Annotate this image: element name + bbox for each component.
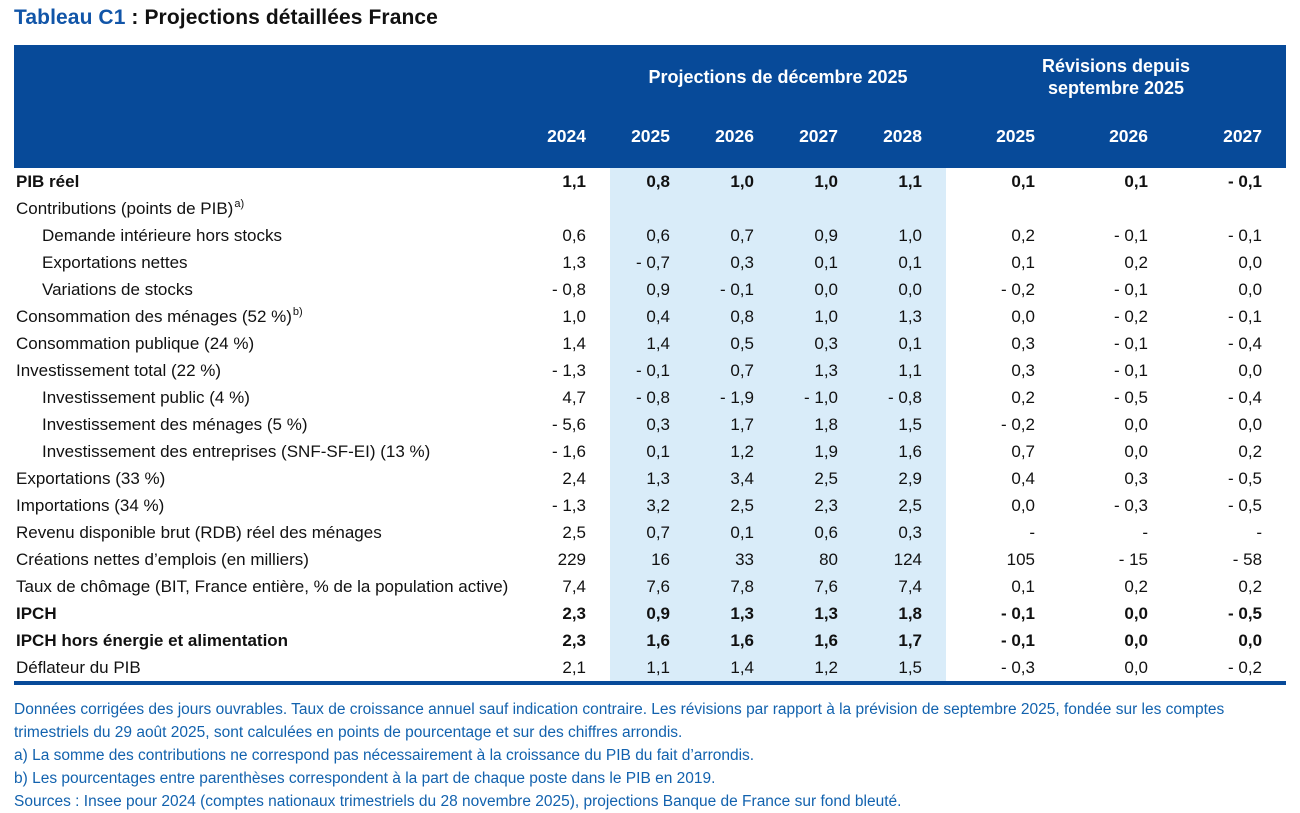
cell-value: 2,3: [562, 604, 586, 623]
cell-value: - 1,9: [694, 384, 778, 411]
row-label: [14, 465, 534, 492]
cell-value: 0,3: [610, 411, 694, 438]
cell-value: 1,9: [778, 438, 862, 465]
empty-header-cell: [534, 45, 610, 111]
table-row: [14, 384, 1286, 411]
row-label: [14, 222, 534, 249]
cell-value: 0,1: [1124, 172, 1148, 191]
cell-value: - 0,7: [610, 249, 694, 276]
row-label: [14, 411, 534, 438]
cell-value: 1,0: [562, 307, 586, 326]
cell-value: [1172, 195, 1286, 222]
cell-value: 1,5: [862, 411, 946, 438]
row-label: [14, 168, 534, 195]
cell-value: - 0,1: [1113, 280, 1148, 299]
cell-value: 1,1: [862, 168, 946, 195]
cell-value: 7,4: [562, 577, 586, 596]
row-label: [14, 303, 534, 330]
cell-value: 1,7: [862, 627, 946, 654]
cell-value: 0,2: [1124, 253, 1148, 272]
cell-value: 1,1: [562, 172, 586, 191]
cell-value: 0,4: [1011, 469, 1035, 488]
cell-value: - 5,6: [551, 415, 586, 434]
cell-value: 1,0: [778, 168, 862, 195]
note-general: Données corrigées des jours ouvrables. Taux de croissance annuel sauf indication contraire. Les révisions par rapport à la prévision de septembre 2025, fondée sur les comptes trimestriels du 29 août 2025, sont calculées en points de pourcentage et sur des chiffres arrondis.: [14, 701, 1225, 741]
cell-value: 0,0: [1238, 280, 1263, 299]
footnote-marker: a): [234, 198, 245, 211]
row-label-text: Investissement des entreprises (SNF-SF-EI) (13 %): [42, 442, 431, 461]
row-label: [14, 249, 534, 276]
cell-value: 0,0: [1124, 604, 1148, 623]
cell-value: 0,2: [1011, 388, 1035, 407]
cell-value: 2,5: [562, 523, 586, 542]
year-header-revision-2025: 2025: [946, 111, 1059, 168]
cell-value: - 0,8: [862, 384, 946, 411]
cell-value: - 0,5: [1228, 469, 1263, 488]
cell-value: 1,3: [778, 357, 862, 384]
cell-value: 0,0: [1124, 631, 1148, 650]
note-sources: Sources : Insee pour 2024 (comptes nationaux trimestriels du 28 novembre 2025), projections Banque de France sur fond bleuté.: [14, 793, 902, 810]
cell-value: 3,2: [610, 492, 694, 519]
cell-value: 2,5: [862, 492, 946, 519]
cell-value: 229: [557, 550, 586, 569]
row-label-text: Déflateur du PIB: [16, 658, 141, 677]
cell-value: 1,4: [610, 330, 694, 357]
row-label-text: Consommation publique (24 %): [16, 334, 255, 353]
cell-value: - 1,0: [778, 384, 862, 411]
cell-value: 1,6: [862, 438, 946, 465]
cell-value: 0,0: [862, 276, 946, 303]
empty-header-cell: [14, 45, 534, 111]
year-header-revision-2027: 2027: [1172, 111, 1286, 168]
row-label: [14, 276, 534, 303]
cell-value: [534, 195, 610, 222]
cell-value: - 0,5: [1228, 604, 1263, 623]
table-row: [14, 519, 1286, 546]
cell-value: - 0,1: [1113, 361, 1148, 380]
table-row: [14, 222, 1286, 249]
cell-value: 0,1: [862, 330, 946, 357]
cell-value: 124: [862, 546, 946, 573]
cell-value: 1,0: [778, 303, 862, 330]
row-label-text: Exportations nettes: [42, 253, 188, 272]
row-label-text: Investissement public (4 %): [42, 388, 250, 407]
cell-value: 3,4: [694, 465, 778, 492]
cell-value: - 0,1: [1113, 334, 1148, 353]
cell-value: 80: [778, 546, 862, 573]
footnotes: [14, 698, 1286, 813]
cell-value: 1,1: [862, 357, 946, 384]
cell-value: 1,3: [862, 303, 946, 330]
cell-value: 16: [610, 546, 694, 573]
cell-value: 0,1: [1011, 172, 1035, 191]
cell-value: 1,6: [610, 627, 694, 654]
cell-value: 0,0: [1124, 658, 1148, 677]
cell-value: 1,3: [562, 253, 586, 272]
year-header-2025: 2025: [610, 111, 694, 168]
cell-value: 2,4: [562, 469, 586, 488]
cell-value: 0,3: [694, 249, 778, 276]
cell-value: 1,0: [694, 168, 778, 195]
cell-value: - 0,1: [610, 357, 694, 384]
cell-value: 1,5: [862, 654, 946, 683]
cell-value: 0,6: [778, 519, 862, 546]
row-label: [14, 438, 534, 465]
note-a: a) La somme des contributions ne correspond pas nécessairement à la croissance du PIB du fait d’arrondis.: [14, 747, 755, 764]
group-header-revisions: [946, 45, 1286, 111]
cell-value: - 0,5: [1113, 388, 1148, 407]
cell-value: 1,4: [694, 654, 778, 683]
title-text: : Projections détaillées France: [125, 6, 438, 29]
cell-value: 0,4: [610, 303, 694, 330]
cell-value: 105: [1006, 550, 1035, 569]
cell-value: 1,2: [778, 654, 862, 683]
table-row: [14, 438, 1286, 465]
group-header-row: [14, 45, 1286, 111]
cell-value: 1,3: [610, 465, 694, 492]
table-row: [14, 168, 1286, 195]
cell-value: 0,3: [1124, 469, 1148, 488]
row-label-text: Importations (34 %): [16, 496, 165, 515]
cell-value: 1,6: [778, 627, 862, 654]
page-title: [14, 6, 1286, 30]
cell-value: -: [1256, 523, 1263, 542]
year-header-2024: 2024: [534, 111, 610, 168]
table-row: [14, 357, 1286, 384]
row-label: [14, 357, 534, 384]
group-header-revisions-label: Révisions depuis septembre 2025: [1041, 56, 1191, 98]
cell-value: 0,6: [562, 226, 586, 245]
cell-value: - 0,4: [1228, 388, 1263, 407]
cell-value: 0,9: [778, 222, 862, 249]
cell-value: - 0,1: [1228, 226, 1263, 245]
cell-value: - 1,3: [551, 361, 586, 380]
row-label: [14, 384, 534, 411]
cell-value: - 58: [1232, 550, 1263, 569]
cell-value: 2,3: [778, 492, 862, 519]
row-label-text: Revenu disponible brut (RDB) réel des ménages: [16, 523, 382, 542]
row-label-text: IPCH hors énergie et alimentation: [16, 631, 289, 650]
table-row: [14, 573, 1286, 600]
cell-value: 0,2: [1124, 577, 1148, 596]
cell-value: 0,1: [862, 249, 946, 276]
row-label: [14, 492, 534, 519]
cell-value: 1,0: [862, 222, 946, 249]
cell-value: 0,1: [694, 519, 778, 546]
cell-value: [1059, 195, 1172, 222]
cell-value: 33: [694, 546, 778, 573]
cell-value: - 0,8: [610, 384, 694, 411]
row-label: [14, 195, 534, 222]
cell-value: - 0,2: [1000, 415, 1035, 434]
row-label: [14, 330, 534, 357]
cell-value: 1,8: [862, 600, 946, 627]
row-label: [14, 573, 534, 600]
note-b: b) Les pourcentages entre parenthèses correspondent à la part de chaque poste dans le PIB en 2019.: [14, 770, 716, 787]
table-row: [14, 627, 1286, 654]
cell-value: 0,0: [1238, 253, 1263, 272]
cell-value: 0,1: [1011, 253, 1035, 272]
table-row: [14, 195, 1286, 222]
cell-value: 2,5: [778, 465, 862, 492]
row-label: [14, 627, 534, 654]
cell-value: -: [1142, 523, 1148, 542]
cell-value: 1,7: [694, 411, 778, 438]
row-label: [14, 519, 534, 546]
row-label-text: PIB réel: [16, 172, 80, 191]
empty-header-cell: [14, 111, 534, 168]
cell-value: 2,5: [694, 492, 778, 519]
row-label-text: Variations de stocks: [42, 280, 193, 299]
cell-value: - 0,1: [1000, 631, 1035, 650]
cell-value: - 0,1: [694, 276, 778, 303]
cell-value: - 0,1: [1000, 604, 1035, 623]
group-header-projections-label: Projections de décembre 2025: [648, 67, 908, 88]
cell-value: - 0,4: [1228, 334, 1263, 353]
cell-value: 2,3: [562, 631, 586, 650]
table-row: [14, 303, 1286, 330]
cell-value: [610, 195, 694, 222]
row-label-text: Taux de chômage (BIT, France entière, % de la population active): [16, 577, 509, 596]
cell-value: 1,8: [778, 411, 862, 438]
cell-value: - 0,8: [551, 280, 586, 299]
cell-value: - 0,3: [1000, 658, 1035, 677]
cell-value: - 0,1: [1228, 307, 1263, 326]
cell-value: - 0,2: [1113, 307, 1148, 326]
cell-value: 0,0: [1124, 442, 1148, 461]
table-row: [14, 492, 1286, 519]
year-header-revision-2026: 2026: [1059, 111, 1172, 168]
year-header-2026: 2026: [694, 111, 778, 168]
table-header: [14, 45, 1286, 168]
cell-value: 2,1: [562, 658, 586, 677]
row-label: [14, 654, 534, 683]
cell-value: [778, 195, 862, 222]
cell-value: 7,6: [778, 573, 862, 600]
cell-value: 0,6: [610, 222, 694, 249]
cell-value: [862, 195, 946, 222]
cell-value: [946, 195, 1059, 222]
cell-value: 0,2: [1011, 226, 1035, 245]
cell-value: 0,3: [778, 330, 862, 357]
year-header-2028: 2028: [862, 111, 946, 168]
cell-value: 7,4: [862, 573, 946, 600]
table-row: [14, 276, 1286, 303]
cell-value: 0,0: [1011, 496, 1035, 515]
table-row: [14, 600, 1286, 627]
cell-value: 0,9: [610, 600, 694, 627]
cell-value: 0,7: [694, 357, 778, 384]
row-label-text: Contributions (points de PIB): [16, 199, 234, 218]
cell-value: 0,0: [1238, 631, 1263, 650]
cell-value: - 0,2: [1000, 280, 1035, 299]
cell-value: 2,9: [862, 465, 946, 492]
table-row: [14, 654, 1286, 683]
row-label-text: IPCH: [16, 604, 57, 623]
row-label-text: Investissement des ménages (5 %): [42, 415, 308, 434]
cell-value: 0,0: [778, 276, 862, 303]
cell-value: 0,9: [610, 276, 694, 303]
year-header-row: [14, 111, 1286, 168]
table-row: [14, 546, 1286, 573]
cell-value: 0,2: [1238, 577, 1263, 596]
table-row: [14, 411, 1286, 438]
cell-value: 7,6: [610, 573, 694, 600]
cell-value: -: [1029, 523, 1035, 542]
cell-value: 0,0: [1124, 415, 1148, 434]
cell-value: 0,8: [610, 168, 694, 195]
row-label: [14, 600, 534, 627]
cell-value: 0,0: [1011, 307, 1035, 326]
cell-value: 1,3: [694, 600, 778, 627]
row-label-text: Exportations (33 %): [16, 469, 166, 488]
row-label-text: Demande intérieure hors stocks: [42, 226, 283, 245]
cell-value: 0,1: [1011, 577, 1035, 596]
table-number: Tableau C1: [14, 6, 126, 29]
cell-value: - 15: [1118, 550, 1148, 569]
cell-value: - 0,5: [1228, 496, 1263, 515]
cell-value: 0,2: [1238, 442, 1263, 461]
row-label: [14, 546, 534, 573]
cell-value: 1,3: [778, 600, 862, 627]
cell-value: - 1,6: [551, 442, 586, 461]
cell-value: - 0,1: [1113, 226, 1148, 245]
cell-value: 0,1: [610, 438, 694, 465]
group-header-projections: [610, 45, 946, 111]
row-label-text: Consommation des ménages (52 %): [16, 307, 292, 326]
cell-value: 0,1: [778, 249, 862, 276]
cell-value: [694, 195, 778, 222]
cell-value: 0,3: [862, 519, 946, 546]
cell-value: 0,8: [694, 303, 778, 330]
table-row: [14, 249, 1286, 276]
cell-value: 1,2: [694, 438, 778, 465]
cell-value: - 0,3: [1113, 496, 1148, 515]
cell-value: - 1,3: [551, 496, 586, 515]
table-body: [14, 168, 1286, 683]
year-header-2027: 2027: [778, 111, 862, 168]
cell-value: 4,7: [562, 388, 586, 407]
cell-value: - 0,1: [1228, 172, 1263, 191]
cell-value: - 0,2: [1228, 658, 1263, 677]
cell-value: 0,7: [610, 519, 694, 546]
cell-value: 0,7: [1011, 442, 1035, 461]
cell-value: 0,3: [1011, 334, 1035, 353]
cell-value: 0,3: [1011, 361, 1035, 380]
footnote-marker: b): [292, 306, 303, 319]
table-row: [14, 465, 1286, 492]
cell-value: 0,0: [1238, 361, 1263, 380]
cell-value: 1,4: [562, 334, 586, 353]
projections-table: [14, 45, 1286, 685]
cell-value: 0,0: [1238, 415, 1263, 434]
cell-value: 0,7: [694, 222, 778, 249]
row-label-text: Investissement total (22 %): [16, 361, 222, 380]
row-label-text: Créations nettes d’emplois (en milliers): [16, 550, 309, 569]
cell-value: 1,6: [694, 627, 778, 654]
cell-value: 7,8: [694, 573, 778, 600]
table-row: [14, 330, 1286, 357]
cell-value: 0,5: [694, 330, 778, 357]
cell-value: 1,1: [610, 654, 694, 683]
